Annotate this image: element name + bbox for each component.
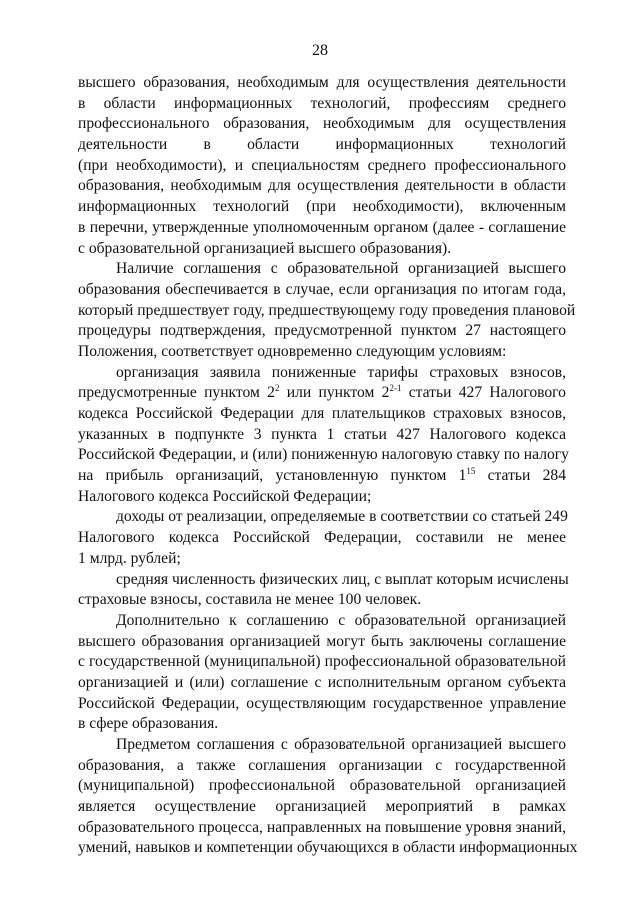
- text-line: [78, 94, 566, 115]
- line-text: с государственной (муниципальной) профессиональной образовательной: [78, 653, 566, 671]
- line-text: доходы от реализации, определяемые в соответствии со статьей 249: [116, 508, 568, 526]
- line-text: предусмотренные пунктом 2: [78, 384, 275, 402]
- text-line: [78, 652, 566, 673]
- line-text: организацией и (или) соглашение с исполнительным органом субъекта: [78, 673, 566, 691]
- text-line: [78, 632, 566, 653]
- text-line: [78, 818, 566, 839]
- text-line: [78, 528, 566, 549]
- text-line: [78, 590, 566, 611]
- line-text: (муниципальной) профессиональной образовательной организацией: [78, 777, 566, 795]
- text-line: [78, 342, 566, 363]
- text-line: [78, 218, 566, 239]
- line-text: который предшествует году, предшествующему году проведения плановой: [78, 301, 576, 319]
- line-text: в области информационных технологий, профессиям среднего: [78, 94, 566, 112]
- text-line: [78, 404, 566, 425]
- line-text: статьи 284: [475, 467, 566, 485]
- text-line: [78, 114, 566, 135]
- line-text: Налогового кодекса Российской Федерации;: [78, 487, 372, 505]
- text-line: [78, 156, 566, 177]
- line-text: 1 млрд. рублей;: [78, 549, 181, 567]
- line-text: средняя численность физических лиц, с выплат которым исчислены: [116, 570, 569, 588]
- text-line: [78, 363, 566, 384]
- line-text: или пунктом 2: [279, 384, 390, 402]
- line-text: процедуры подтверждения, предусмотренной пунктом 27 настоящего: [78, 322, 566, 340]
- text-line: [78, 176, 566, 197]
- text-line: [78, 239, 566, 260]
- line-text: является осуществление организацией мероприятий в рамках: [78, 798, 566, 816]
- text-line: [78, 301, 576, 322]
- line-text: организация заявила пониженные тарифы страховых взносов,: [116, 363, 566, 381]
- text-line: [78, 445, 569, 466]
- line-text: Российской Федерации, и (или) пониженную налоговую ставку по налогу: [78, 446, 569, 464]
- line-text: Наличие соглашения с образовательной организацией высшего: [116, 260, 566, 278]
- text-line: [78, 197, 566, 218]
- line-text: Дополнительно к соглашению с образовательной организацией: [116, 611, 566, 629]
- text-line: [78, 425, 566, 446]
- text-line: [78, 321, 566, 342]
- line-text: образования, необходимым для осуществления деятельности в области: [78, 177, 566, 195]
- line-text: на прибыль организаций, установленную пунктом 1: [78, 467, 467, 485]
- text-line: [78, 756, 566, 777]
- text-line: [78, 714, 566, 735]
- line-text: с образовательной организацией высшего образования).: [78, 239, 452, 257]
- page-number: 28: [312, 42, 328, 59]
- superscript: 2: [274, 383, 280, 394]
- line-text: образовательного процесса, направленных на повышение уровня знаний,: [78, 818, 566, 836]
- superscript: 2-1: [389, 383, 402, 394]
- text-line: [78, 466, 566, 487]
- text-line: [78, 73, 566, 94]
- line-text: кодекса Российской Федерации для плательщиков страховых взносов,: [78, 405, 566, 422]
- line-text: образования, а также соглашения организации с государственной: [78, 756, 566, 774]
- text-line: [78, 776, 566, 797]
- text-line: [78, 838, 578, 859]
- line-text: Российской Федерации, осуществляющим государственное управление: [78, 694, 566, 712]
- superscript: 15: [466, 466, 476, 477]
- line-text: умений, навыков и компетенции обучающихся в области информационных: [78, 839, 578, 857]
- text-line: [78, 735, 566, 756]
- text-line: [78, 694, 566, 715]
- line-text: в сфере образования.: [78, 715, 219, 733]
- text-line: [78, 673, 566, 694]
- line-text: высшего образования организацией могут быть заключены соглашение: [78, 632, 566, 650]
- text-line: [78, 797, 566, 818]
- line-text: высшего образования, необходимым для осуществления деятельности: [78, 74, 566, 91]
- line-text: статьи 427 Налогового: [401, 384, 566, 402]
- line-text: деятельности в области информационных технологий: [78, 136, 566, 154]
- text-line: [78, 507, 566, 528]
- text-line: [78, 135, 566, 156]
- line-text: Налогового кодекса Российской Федерации, составили не менее: [78, 529, 566, 547]
- line-text: образования обеспечивается в случае, если организация по итогам года,: [78, 280, 566, 298]
- text-line: [78, 383, 566, 404]
- line-text: профессионального образования, необходимым для осуществления: [78, 115, 566, 133]
- document-body: [78, 73, 578, 859]
- text-line: [78, 570, 569, 591]
- text-line: [78, 259, 566, 280]
- line-text: информационных технологий (при необходимости), включенным: [78, 198, 566, 216]
- line-text: (при необходимости), и специальностям среднего профессионального: [78, 156, 566, 174]
- text-line: [78, 611, 566, 632]
- text-line: [78, 280, 566, 301]
- text-line: [78, 487, 566, 508]
- line-text: страховые взносы, составила не менее 100 человек.: [78, 591, 422, 609]
- line-text: Положения, соответствует одновременно следующим условиям:: [78, 342, 507, 360]
- text-line: [78, 549, 566, 570]
- line-text: Предметом соглашения с образовательной организацией высшего: [116, 736, 566, 753]
- line-text: указанных в подпункте 3 пункта 1 статьи 427 Налогового кодекса: [78, 425, 566, 443]
- line-text: в перечни, утвержденные уполномоченным органом (далее - соглашение: [78, 218, 566, 236]
